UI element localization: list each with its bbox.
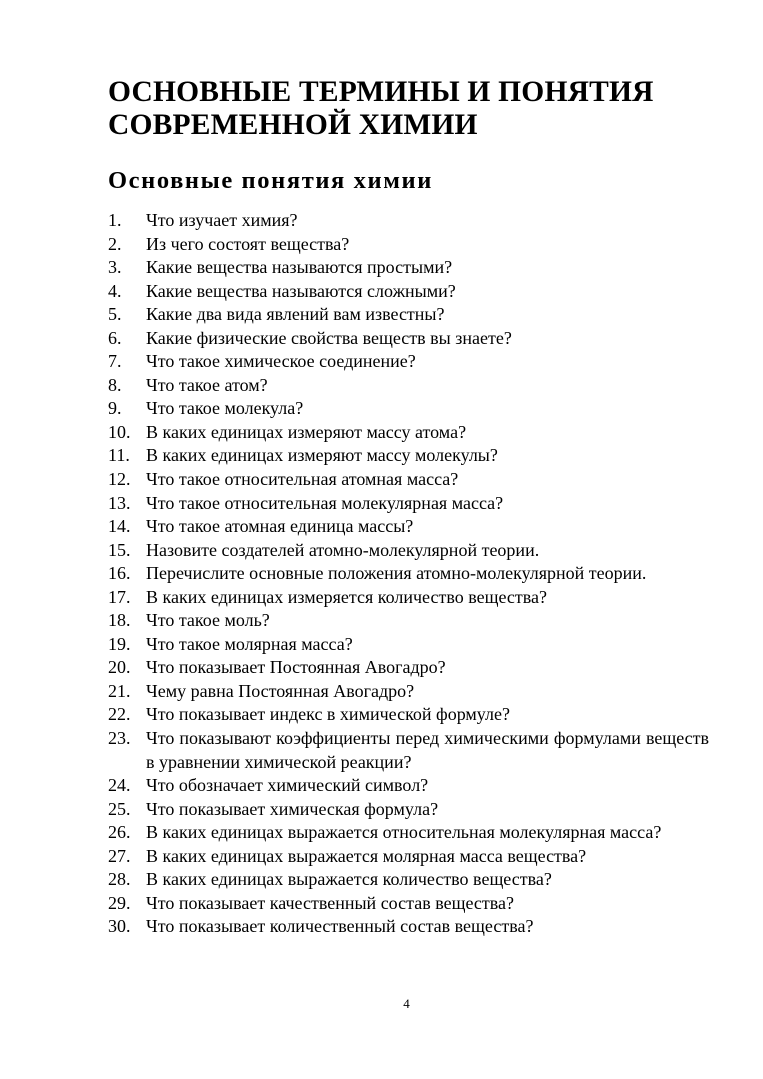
question-item bbox=[108, 892, 709, 916]
question-text: Что обозначает химический символ? bbox=[146, 775, 429, 796]
question-number: 22. bbox=[108, 704, 131, 725]
question-number: 4. bbox=[108, 280, 122, 301]
question-item bbox=[108, 256, 709, 280]
question-text: В каких единицах измеряют массу атома? bbox=[146, 421, 467, 442]
question-item bbox=[108, 821, 709, 845]
question-item bbox=[108, 539, 709, 563]
question-text: Какие два вида явлений вам известны? bbox=[146, 304, 445, 325]
question-item bbox=[108, 397, 709, 421]
question-text: Что такое молярная масса? bbox=[146, 633, 353, 654]
question-number: 1. bbox=[108, 210, 122, 230]
question-text: Что такое химическое соединение? bbox=[146, 351, 416, 372]
question-item bbox=[108, 915, 709, 939]
question-item bbox=[108, 233, 709, 257]
question-number: 3. bbox=[108, 257, 122, 278]
question-number: 8. bbox=[108, 374, 122, 395]
question-text: Чему равна Постоянная Авогадро? bbox=[146, 680, 415, 701]
question-item bbox=[108, 280, 709, 304]
question-text: В каких единицах выражается относительная молекулярная масса? bbox=[146, 822, 662, 843]
question-text: Какие вещества называются простыми? bbox=[146, 257, 453, 278]
question-item bbox=[108, 350, 709, 374]
question-item bbox=[108, 515, 709, 539]
question-text: Какие вещества называются сложными? bbox=[146, 280, 456, 301]
question-text: В каких единицах выражается количество вещества? bbox=[146, 869, 552, 890]
question-number: 28. bbox=[108, 869, 131, 890]
question-list bbox=[108, 209, 709, 939]
question-text: Из чего состоят вещества? bbox=[146, 233, 350, 254]
question-text: Что показывает индекс в химической формуле? bbox=[146, 704, 510, 725]
question-item bbox=[108, 609, 709, 633]
question-text: Что такое относительная молекулярная масса? bbox=[146, 492, 504, 513]
question-number: 12. bbox=[108, 469, 131, 490]
question-number: 16. bbox=[108, 563, 131, 584]
question-text: Что изучает химия? bbox=[146, 210, 298, 230]
question-number: 2. bbox=[108, 233, 122, 254]
question-text: Что такое атом? bbox=[146, 374, 268, 395]
question-number: 21. bbox=[108, 680, 131, 701]
question-number: 20. bbox=[108, 657, 131, 678]
page-number: 4 bbox=[403, 996, 410, 1011]
question-number: 27. bbox=[108, 845, 131, 866]
question-number: 15. bbox=[108, 539, 131, 560]
question-number: 14. bbox=[108, 516, 131, 537]
question-item bbox=[108, 374, 709, 398]
question-item bbox=[108, 468, 709, 492]
question-text: Назовите создателей атомно-молекулярной теории. bbox=[146, 539, 540, 560]
question-item bbox=[108, 774, 709, 798]
question-text: Что показывает количественный состав вещества? bbox=[146, 916, 534, 937]
section-heading: Основные понятия химии bbox=[108, 167, 433, 194]
question-number: 25. bbox=[108, 798, 131, 819]
question-text: Что такое молекула? bbox=[146, 398, 304, 419]
question-item bbox=[108, 492, 709, 516]
question-item bbox=[108, 798, 709, 822]
question-item bbox=[108, 703, 709, 727]
question-text: Перечислите основные положения атомно-молекулярной теории. bbox=[146, 563, 647, 584]
question-text: Что такое моль? bbox=[146, 610, 270, 631]
question-item bbox=[108, 209, 709, 233]
question-number: 18. bbox=[108, 610, 131, 631]
question-number: 10. bbox=[108, 421, 131, 442]
question-item bbox=[108, 586, 709, 610]
question-number: 19. bbox=[108, 633, 131, 654]
question-number: 17. bbox=[108, 586, 131, 607]
question-number: 26. bbox=[108, 822, 131, 843]
question-item bbox=[108, 303, 709, 327]
question-number: 9. bbox=[108, 398, 122, 419]
question-number: 13. bbox=[108, 492, 131, 513]
question-item bbox=[108, 680, 709, 704]
question-number: 23. bbox=[108, 728, 131, 749]
question-text: Что такое относительная атомная масса? bbox=[146, 469, 459, 490]
question-item bbox=[108, 868, 709, 892]
question-number: 6. bbox=[108, 327, 122, 348]
question-item bbox=[108, 421, 709, 445]
question-number: 29. bbox=[108, 892, 131, 913]
question-item bbox=[108, 327, 709, 351]
question-text: Что показывает качественный состав вещества? bbox=[146, 892, 514, 913]
question-text: Что показывает химическая формула? bbox=[146, 798, 439, 819]
question-text: Какие физические свойства веществ вы знаете? bbox=[146, 327, 512, 348]
page-title: ОСНОВНЫЕ ТЕРМИНЫ И ПОНЯТИЯ СОВРЕМЕННОЙ ХИМИИ bbox=[108, 76, 654, 141]
question-number: 7. bbox=[108, 351, 122, 372]
question-number: 11. bbox=[108, 445, 130, 466]
question-item bbox=[108, 845, 709, 869]
question-number: 30. bbox=[108, 916, 131, 937]
question-item bbox=[108, 727, 709, 774]
question-item bbox=[108, 656, 709, 680]
question-item bbox=[108, 562, 709, 586]
question-item bbox=[108, 633, 709, 657]
question-text: Что показывает Постоянная Авогадро? bbox=[146, 657, 446, 678]
question-text: Что такое атомная единица массы? bbox=[146, 516, 414, 537]
question-text: В каких единицах выражается молярная масса вещества? bbox=[146, 845, 587, 866]
question-text: В каких единицах измеряют массу молекулы? bbox=[146, 445, 498, 466]
question-number: 5. bbox=[108, 304, 122, 325]
question-text: Что показывают коэффициенты перед химическими формулами веществ в уравнении химической реакции? bbox=[146, 728, 709, 772]
question-item bbox=[108, 444, 709, 468]
question-text: В каких единицах измеряется количество вещества? bbox=[146, 586, 547, 607]
question-number: 24. bbox=[108, 775, 131, 796]
